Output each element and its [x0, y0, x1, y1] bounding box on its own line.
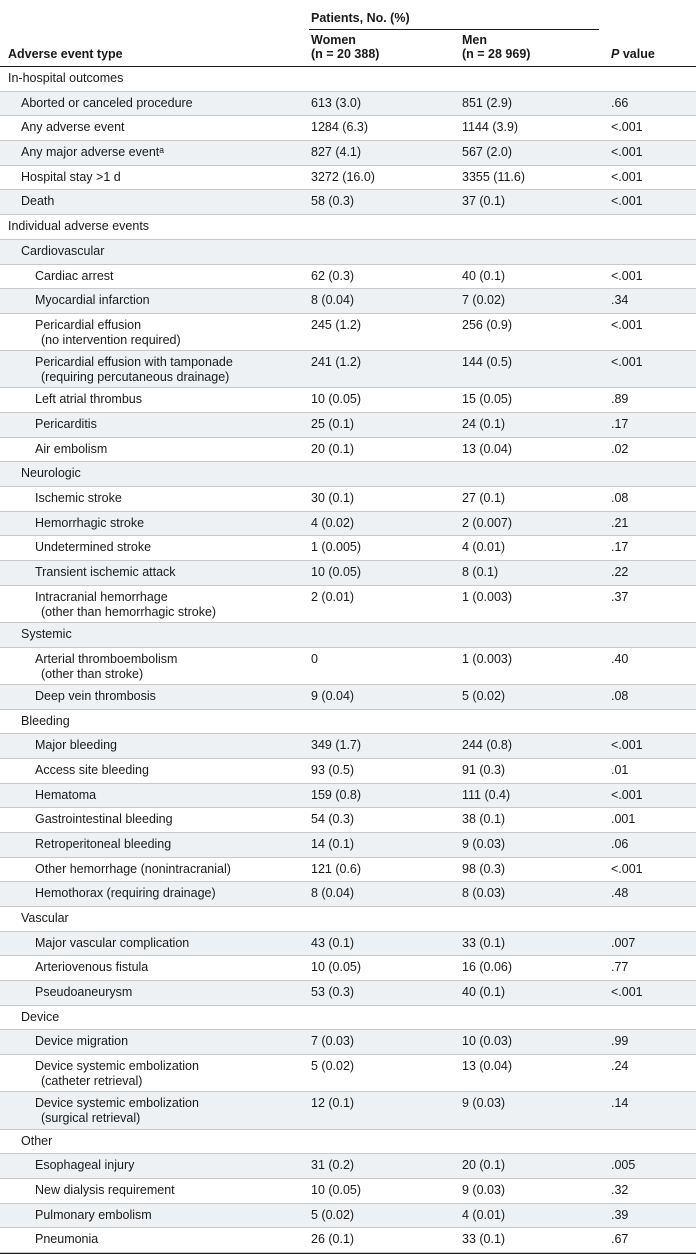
women-count-cell: 58 (0.3): [311, 194, 355, 209]
row-label: [35, 1232, 98, 1247]
p-value-cell: <.001: [611, 169, 643, 184]
row-label-text: Device systemic embolization: [35, 1096, 199, 1111]
women-count-cell: 62 (0.3): [311, 268, 355, 283]
table-row: [0, 413, 696, 438]
row-label-continuation: (catheter retrieval): [41, 1074, 143, 1089]
men-count-cell: 15 (0.05): [462, 392, 513, 407]
p-value-cell: .17: [611, 416, 629, 431]
men-count-cell: 9 (0.03): [462, 836, 506, 851]
men-count-cell: 1144 (3.9): [462, 120, 519, 135]
row-label: [21, 466, 81, 481]
table-row: [0, 1130, 696, 1155]
p-value-cell: .21: [611, 515, 629, 530]
men-count-cell: 38 (0.1): [462, 812, 506, 827]
men-count-cell: 5 (0.02): [462, 688, 506, 703]
row-label-continuation: (other than stroke): [41, 666, 144, 681]
women-count-cell: 121 (0.6): [311, 861, 362, 876]
row-label-text: New dialysis requirement: [35, 1182, 175, 1197]
women-count-cell: 10 (0.05): [311, 960, 362, 975]
table-row: [0, 1228, 696, 1253]
row-label-text: Retroperitoneal bleeding: [35, 836, 172, 851]
table-row: [0, 265, 696, 290]
table-row: [0, 351, 696, 388]
women-count-cell: 10 (0.05): [311, 1182, 362, 1197]
p-value-cell: .06: [611, 836, 629, 851]
row-label: [35, 442, 107, 457]
table-body: [0, 67, 696, 1253]
men-count-cell: 4 (0.01): [462, 540, 506, 555]
table-row: [0, 240, 696, 265]
women-count-cell: 4 (0.02): [311, 515, 355, 530]
men-count-cell: 9 (0.03): [462, 1096, 506, 1111]
table-row: [0, 932, 696, 957]
women-count-cell: 8 (0.04): [311, 293, 355, 308]
table-row: [0, 907, 696, 932]
table-row: [0, 314, 696, 351]
men-count-cell: 1 (0.003): [462, 651, 513, 666]
women-count-cell: 0: [311, 651, 318, 666]
col-header-women-n: (n = 20 388): [311, 47, 380, 61]
row-label-text: Hospital stay >1 d: [21, 169, 121, 184]
women-count-cell: 613 (3.0): [311, 95, 362, 110]
p-value-cell: .39: [611, 1207, 629, 1222]
men-count-cell: 1 (0.003): [462, 589, 513, 604]
row-label: [8, 219, 149, 234]
p-value-cell: <.001: [611, 120, 643, 135]
table-row: [0, 1006, 696, 1031]
p-value-cell: .005: [611, 1158, 636, 1173]
row-label: [21, 714, 70, 729]
row-label-text: Device systemic embolization: [35, 1059, 199, 1074]
p-value-cell: <.001: [611, 145, 643, 160]
p-value-cell: .001: [611, 812, 636, 827]
table-row: [0, 215, 696, 240]
p-value-cell: .89: [611, 392, 629, 407]
table-row: [0, 116, 696, 141]
women-count-cell: 9 (0.04): [311, 688, 355, 703]
row-label: [35, 491, 122, 506]
row-label-text: Neurologic: [21, 466, 81, 481]
row-label-text: Air embolism: [35, 441, 108, 456]
row-label-text: Gastrointestinal bleeding: [35, 812, 173, 827]
row-label: [35, 837, 171, 852]
table-row: [0, 1179, 696, 1204]
women-count-cell: 25 (0.1): [311, 416, 355, 431]
row-label: [35, 269, 114, 284]
row-label: [35, 540, 151, 555]
table-row: [0, 808, 696, 833]
men-count-cell: 10 (0.03): [462, 1034, 513, 1049]
col-header-event-type: Adverse event type: [8, 47, 123, 61]
row-label: [35, 738, 117, 753]
men-count-cell: 33 (0.1): [462, 935, 506, 950]
p-value-cell: <.001: [611, 194, 643, 209]
men-count-cell: 9 (0.03): [462, 1182, 506, 1197]
women-count-cell: 245 (1.2): [311, 317, 362, 332]
p-value-cell: <.001: [611, 738, 643, 753]
p-value-cell: .007: [611, 935, 636, 950]
row-label-text: Systemic: [21, 626, 72, 641]
p-value-cell: .66: [611, 95, 629, 110]
men-count-cell: 8 (0.1): [462, 565, 499, 580]
p-value-cell: .40: [611, 651, 629, 666]
row-label: [21, 1010, 59, 1025]
row-label-text: Vascular: [21, 911, 69, 925]
p-value-cell: <.001: [611, 268, 643, 283]
men-count-cell: 37 (0.1): [462, 194, 506, 209]
row-label-text: Individual adverse events: [8, 219, 150, 234]
row-label: [8, 71, 123, 86]
table-row: [0, 759, 696, 784]
row-label-text: Bleeding: [21, 713, 70, 728]
p-value-cell: <.001: [611, 355, 643, 370]
table-row: [0, 141, 696, 166]
row-label-text: Any major adverse eventᵃ: [21, 145, 164, 160]
women-count-cell: 53 (0.3): [311, 985, 355, 1000]
row-label: [35, 812, 173, 827]
table-row: [0, 487, 696, 512]
row-label-text: Death: [21, 194, 55, 209]
women-count-cell: 2 (0.01): [311, 589, 355, 604]
table-row: [0, 882, 696, 907]
men-count-cell: 20 (0.1): [462, 1158, 506, 1173]
p-value-cell: .67: [611, 1232, 629, 1247]
row-label-text: Hemothorax (requiring drainage): [35, 886, 216, 901]
row-label: [35, 763, 149, 778]
women-count-cell: 349 (1.7): [311, 738, 362, 753]
row-label: [35, 886, 216, 901]
women-count-cell: 26 (0.1): [311, 1232, 355, 1247]
p-value-cell: .34: [611, 293, 629, 308]
men-count-cell: 3355 (11.6): [462, 169, 526, 184]
row-label-text: Cardiac arrest: [35, 268, 114, 283]
row-label-continuation: (no intervention required): [41, 332, 181, 347]
col-header-men-n: (n = 28 969): [462, 47, 531, 61]
row-label: [21, 244, 104, 259]
row-label-text: Other hemorrhage (nonintracranial): [35, 861, 231, 876]
p-value-cell: <.001: [611, 787, 643, 802]
table-row: [0, 784, 696, 809]
men-count-cell: 13 (0.04): [462, 1059, 513, 1074]
men-count-cell: 98 (0.3): [462, 861, 506, 876]
table-row: [0, 1092, 696, 1129]
table-row: [0, 833, 696, 858]
table-row: [0, 512, 696, 537]
p-value-cell: <.001: [611, 317, 643, 332]
table-row: [0, 623, 696, 648]
row-label: [35, 392, 142, 407]
row-label: [35, 788, 96, 803]
row-label-text: Arteriovenous fistula: [35, 960, 149, 975]
p-value-cell: .14: [611, 1096, 629, 1111]
row-label-text: Left atrial thrombus: [35, 392, 142, 407]
women-count-cell: 1 (0.005): [311, 540, 362, 555]
men-count-cell: 2 (0.007): [462, 515, 513, 530]
men-count-cell: 13 (0.04): [462, 441, 513, 456]
row-label: [35, 1183, 175, 1198]
row-label-text: Other: [21, 1133, 53, 1148]
p-value-cell: .24: [611, 1059, 629, 1074]
row-label-continuation: (requiring percutaneous drainage): [41, 370, 230, 385]
p-value-cell: .22: [611, 565, 629, 580]
row-label-text: Cardiovascular: [21, 243, 105, 258]
row-label-continuation: (other than hemorrhagic stroke): [41, 604, 217, 619]
men-count-cell: 91 (0.3): [462, 762, 506, 777]
p-value-cell: .01: [611, 762, 629, 777]
row-label: [35, 1158, 134, 1173]
row-label: [35, 516, 144, 531]
women-count-cell: 827 (4.1): [311, 145, 362, 160]
row-label: [35, 590, 216, 620]
row-label: [35, 652, 177, 682]
men-count-cell: 27 (0.1): [462, 491, 506, 505]
col-header-p-value: [611, 47, 655, 61]
row-label-text: Major bleeding: [35, 738, 117, 753]
women-count-cell: 1284 (6.3): [311, 120, 368, 135]
p-value-cell: .08: [611, 688, 629, 703]
table-row: [0, 1055, 696, 1092]
patients-span-header: Patients, No. (%): [311, 11, 410, 25]
table-row: [0, 67, 696, 92]
table-row: [0, 462, 696, 487]
men-count-cell: 40 (0.1): [462, 268, 506, 283]
p-value-cell: .77: [611, 960, 629, 975]
women-count-cell: 3272 (16.0): [311, 169, 375, 184]
row-label: [35, 417, 97, 432]
row-label-text: Undetermined stroke: [35, 540, 152, 555]
women-count-cell: 12 (0.1): [311, 1096, 355, 1111]
men-count-cell: 851 (2.9): [462, 95, 513, 110]
table-row: [0, 1204, 696, 1229]
p-value-cell: .08: [611, 491, 629, 505]
row-label-text: Myocardial infarction: [35, 293, 150, 308]
men-count-cell: 244 (0.8): [462, 738, 513, 753]
row-label: [35, 565, 176, 580]
p-value-suffix: value: [619, 47, 655, 61]
row-label: [35, 985, 132, 1000]
row-label-text: Aborted or canceled procedure: [21, 95, 193, 110]
row-label-text: Intracranial hemorrhage: [35, 589, 168, 604]
row-label: [35, 1034, 128, 1049]
table-row: [0, 561, 696, 586]
row-label-text: Device: [21, 1009, 60, 1024]
p-value-cell: .02: [611, 441, 629, 456]
men-count-cell: 7 (0.02): [462, 293, 506, 308]
row-label: [35, 1208, 152, 1223]
women-count-cell: 7 (0.03): [311, 1034, 355, 1049]
table-row: [0, 1154, 696, 1179]
span-header-rule: [309, 29, 599, 30]
table-row: [0, 388, 696, 413]
p-value-cell: .17: [611, 540, 629, 555]
col-header-men-label: Men: [462, 33, 487, 47]
row-label-text: Access site bleeding: [35, 762, 149, 777]
row-label-text: Deep vein thrombosis: [35, 688, 156, 703]
table-row: [0, 289, 696, 314]
row-label: [21, 911, 69, 926]
women-count-cell: 10 (0.05): [311, 565, 362, 580]
women-count-cell: 43 (0.1): [311, 935, 355, 950]
p-value-cell: .48: [611, 886, 629, 901]
women-count-cell: 30 (0.1): [311, 491, 355, 505]
table-row: [0, 166, 696, 191]
row-label-text: Pericarditis: [35, 416, 97, 431]
row-label-text: Any adverse event: [21, 120, 125, 135]
men-count-cell: 33 (0.1): [462, 1232, 506, 1247]
row-label: [21, 170, 121, 185]
row-label-text: Arterial thromboembolism: [35, 651, 178, 666]
p-value-cell: .32: [611, 1182, 629, 1197]
table-header: [0, 0, 696, 66]
row-label: [35, 1096, 199, 1126]
col-header-women-label: Women: [311, 33, 356, 47]
table-row: [0, 586, 696, 623]
row-label-text: Device migration: [35, 1034, 129, 1049]
row-label: [35, 862, 231, 877]
row-label: [21, 145, 164, 160]
men-count-cell: 111 (0.4): [462, 787, 511, 802]
row-label-text: Pericardial effusion: [35, 317, 142, 332]
row-label: [35, 355, 233, 385]
table-row: [0, 858, 696, 883]
p-value-cell: <.001: [611, 861, 643, 876]
row-label: [21, 627, 72, 642]
women-count-cell: 14 (0.1): [311, 836, 355, 851]
women-count-cell: 31 (0.2): [311, 1158, 355, 1173]
row-label: [35, 293, 150, 308]
col-header-men: [462, 33, 530, 61]
row-label-text: Pericardial effusion with tamponade: [35, 355, 233, 370]
row-label: [35, 1059, 199, 1089]
p-value-cell: .37: [611, 589, 629, 604]
women-count-cell: 10 (0.05): [311, 392, 362, 407]
men-count-cell: 256 (0.9): [462, 317, 513, 332]
table-row: [0, 734, 696, 759]
table-row: [0, 1030, 696, 1055]
table-row: [0, 438, 696, 463]
table-row: [0, 648, 696, 685]
women-count-cell: 20 (0.1): [311, 441, 355, 456]
row-label-text: Hemorrhagic stroke: [35, 515, 145, 530]
row-label-text: Hematoma: [35, 787, 97, 802]
row-label: [21, 194, 54, 209]
men-count-cell: 16 (0.06): [462, 960, 513, 975]
row-label-continuation: (surgical retrieval): [41, 1111, 141, 1126]
men-count-cell: 40 (0.1): [462, 985, 506, 1000]
table-row: [0, 685, 696, 710]
table-row: [0, 92, 696, 117]
women-count-cell: 159 (0.8): [311, 787, 362, 802]
men-count-cell: 24 (0.1): [462, 416, 506, 431]
row-label-text: Pneumonia: [35, 1232, 99, 1247]
men-count-cell: 144 (0.5): [462, 355, 513, 370]
row-label-text: In-hospital outcomes: [8, 71, 124, 85]
table-row: [0, 190, 696, 215]
row-label: [35, 960, 148, 975]
row-label: [35, 318, 181, 348]
row-label-text: Esophageal injury: [35, 1158, 135, 1173]
women-count-cell: 8 (0.04): [311, 886, 355, 901]
table-row: [0, 710, 696, 735]
row-label-text: Transient ischemic attack: [35, 565, 176, 580]
women-count-cell: 93 (0.5): [311, 762, 355, 777]
table-row: [0, 536, 696, 561]
row-label-text: Pulmonary embolism: [35, 1207, 152, 1222]
p-italic: P: [611, 47, 620, 61]
women-count-cell: 241 (1.2): [311, 355, 362, 370]
men-count-cell: 4 (0.01): [462, 1207, 506, 1222]
p-value-cell: .99: [611, 1034, 629, 1049]
row-label: [21, 96, 193, 111]
women-count-cell: 54 (0.3): [311, 812, 355, 827]
row-label: [35, 936, 189, 951]
row-label: [21, 120, 125, 135]
men-count-cell: 567 (2.0): [462, 145, 513, 160]
col-header-women: [311, 33, 379, 61]
table-row: [0, 956, 696, 981]
table-row: [0, 981, 696, 1006]
row-label-text: Ischemic stroke: [35, 491, 122, 505]
women-count-cell: 5 (0.02): [311, 1207, 355, 1222]
men-count-cell: 8 (0.03): [462, 886, 506, 901]
row-label: [21, 1134, 52, 1149]
p-value-cell: <.001: [611, 985, 643, 1000]
row-label-text: Pseudoaneurysm: [35, 985, 133, 1000]
women-count-cell: 5 (0.02): [311, 1059, 355, 1074]
row-label: [35, 689, 156, 704]
row-label-text: Major vascular complication: [35, 935, 190, 950]
